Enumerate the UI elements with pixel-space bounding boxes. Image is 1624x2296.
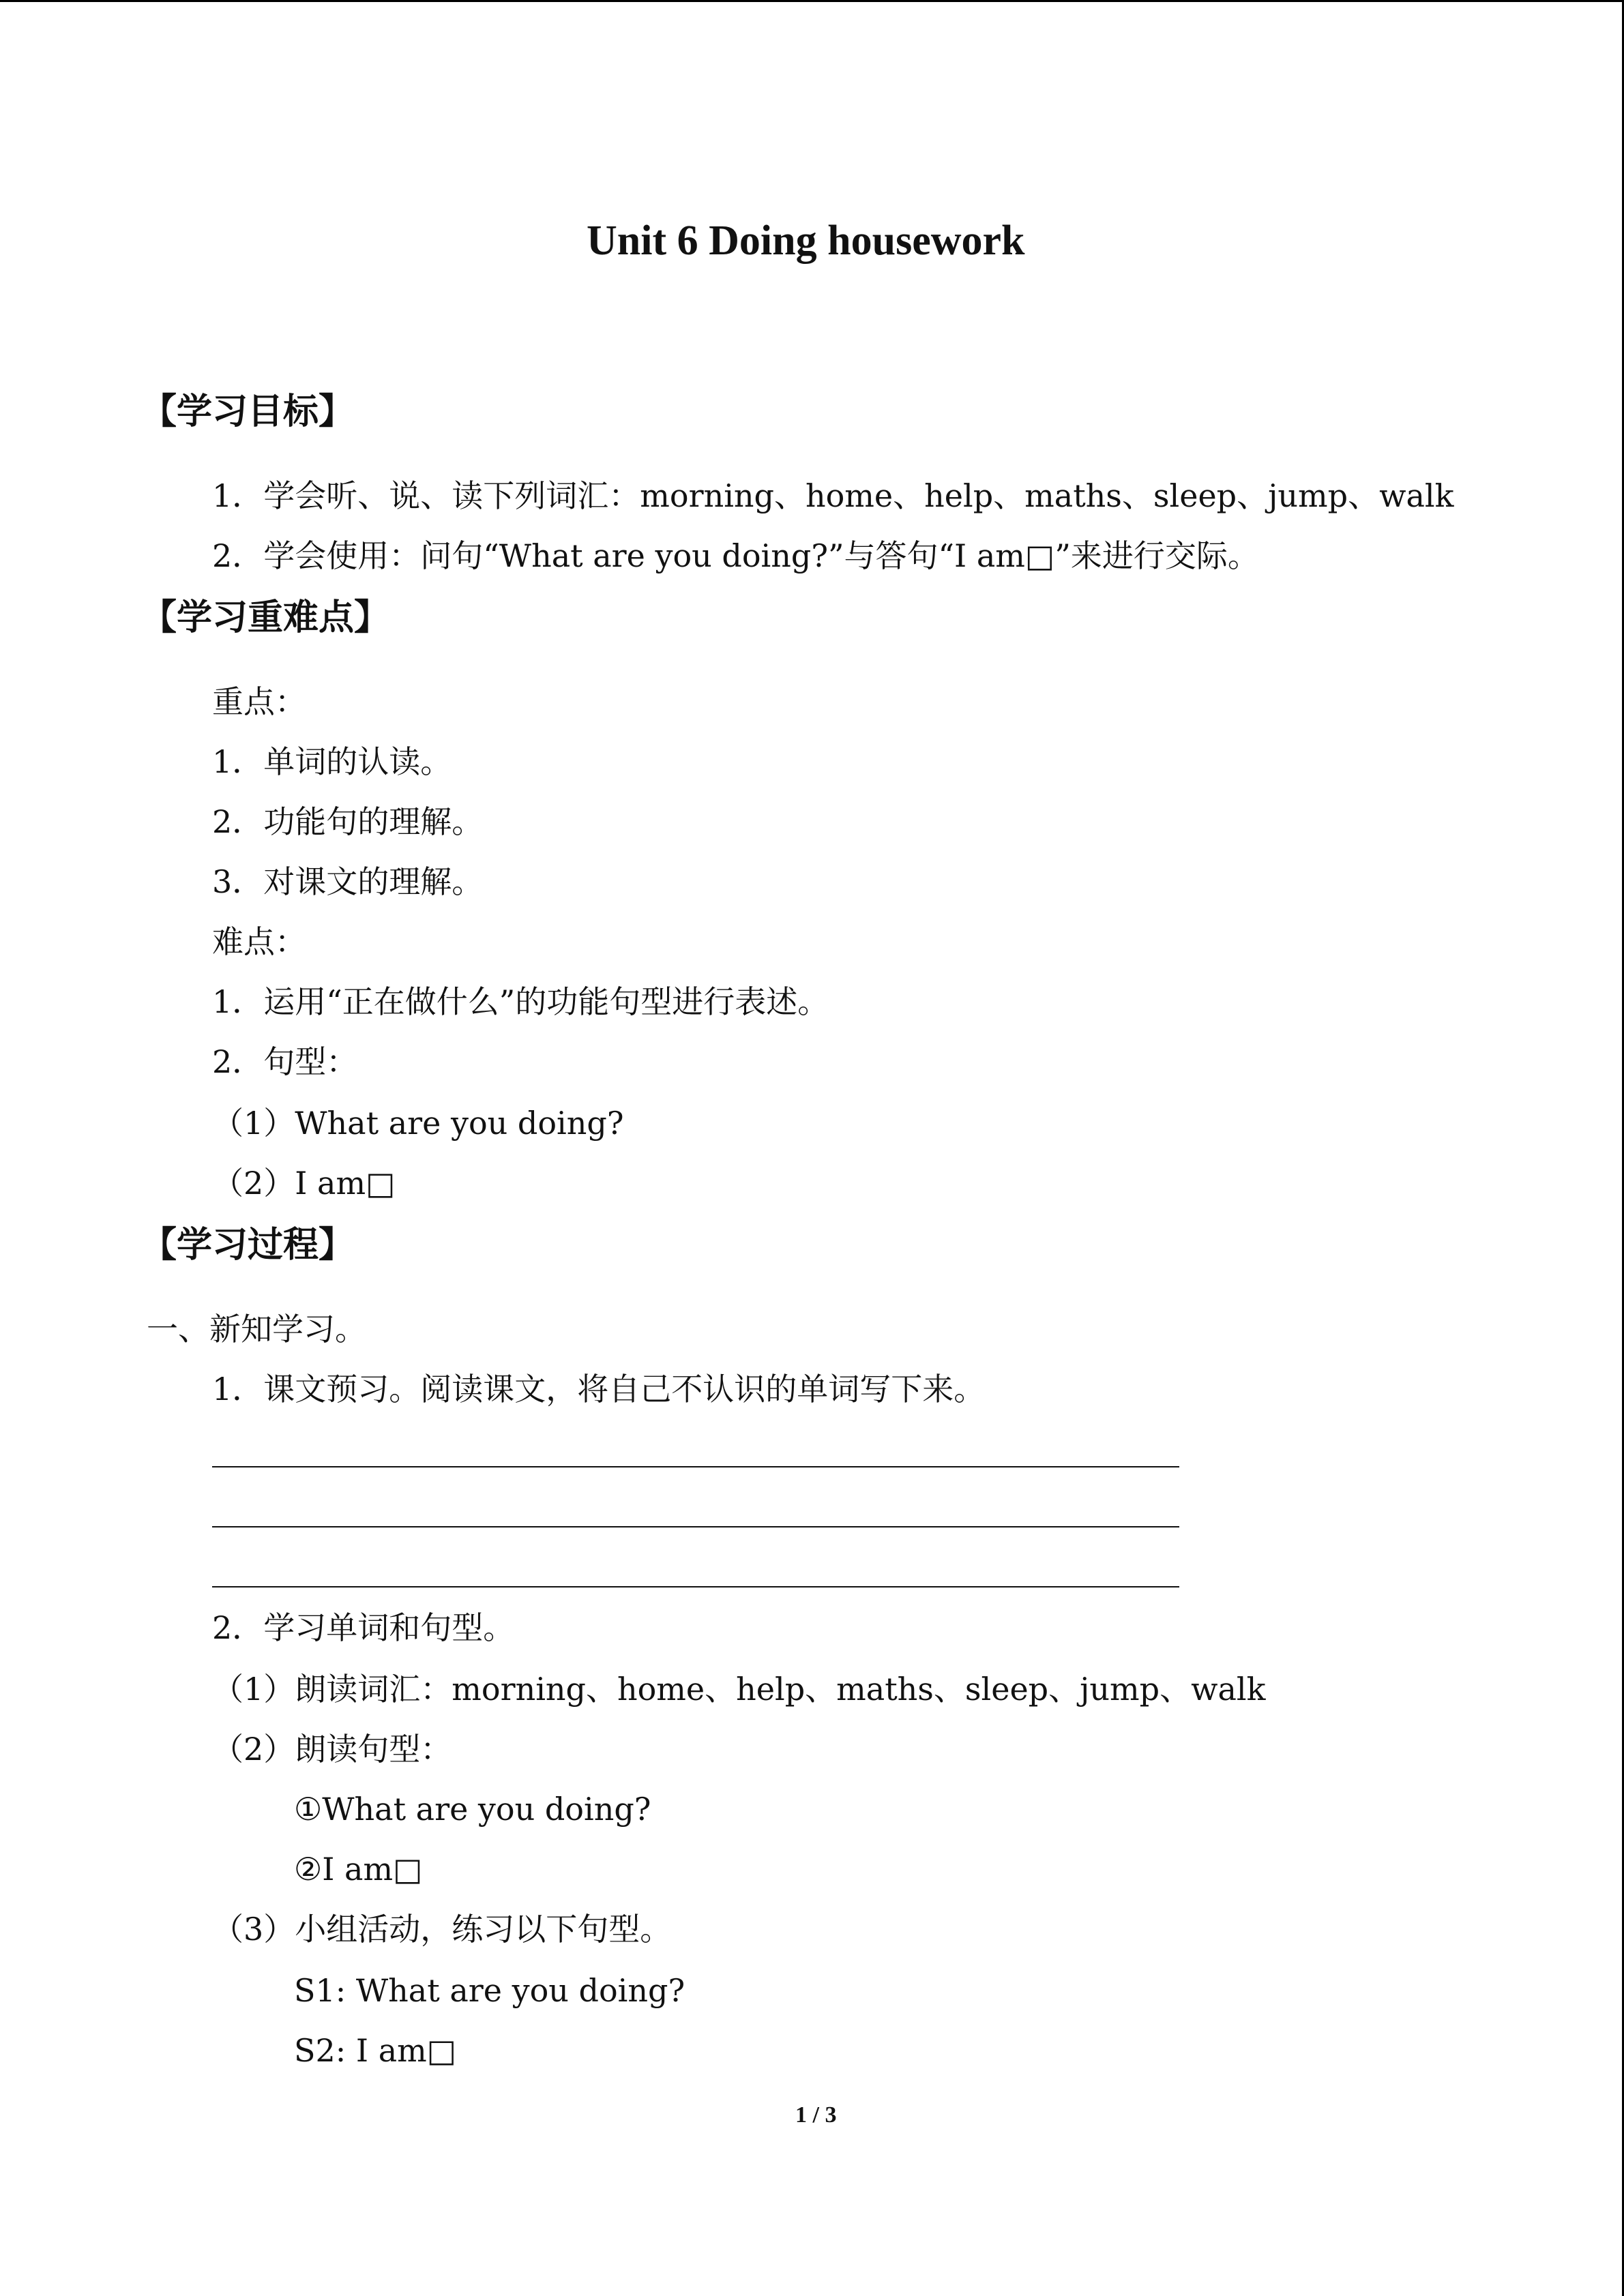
process-heading: 【学习过程】: [141, 1225, 355, 1266]
page-top-border: [0, 0, 1624, 2]
difficult-item: （1）What are you doing?: [212, 1105, 624, 1142]
difficult-label: 难点：: [212, 923, 306, 960]
key-item: 1．单词的认读。: [212, 743, 452, 780]
step-two: 2．学习单词和句型。: [212, 1609, 515, 1646]
sub-item-vocabulary: （1）朗读词汇：morning、home、help、maths、sleep、jump、walk: [212, 1671, 1266, 1708]
part-one-label: 一、新知学习。: [147, 1311, 366, 1347]
sentence-answer: ②I am□: [294, 1851, 423, 1888]
answer-line[interactable]: [212, 1526, 1179, 1527]
key-item: 2．功能句的理解。: [212, 803, 484, 840]
key-points-heading: 【学习重难点】: [141, 597, 390, 638]
key-label: 重点：: [212, 683, 306, 720]
answer-line[interactable]: [212, 1586, 1179, 1587]
document-title: Unit 6 Doing housework: [587, 218, 1025, 264]
answer-line[interactable]: [212, 1466, 1179, 1467]
step-one: 1．课文预习。阅读课文，将自己不认识的单词写下来。: [212, 1371, 986, 1407]
objective-item: 2．学会使用：问句“What are you doing?”与答句“I am□”来进行交际。: [212, 537, 1259, 574]
difficult-item: 1．运用“正在做什么”的功能句型进行表述。: [212, 983, 829, 1020]
dialogue-s1: S1: What are you doing?: [294, 1972, 685, 2009]
difficult-item: （2）I am□: [212, 1165, 396, 1202]
sub-item-sentences: （2）朗读句型：: [212, 1731, 452, 1768]
objective-item: 1．学会听、说、读下列词汇：morning、home、help、maths、sleep、jump、walk: [212, 477, 1454, 514]
objectives-heading: 【学习目标】: [141, 391, 355, 432]
key-item: 3．对课文的理解。: [212, 863, 484, 900]
page-number: 1 / 3: [795, 2102, 837, 2128]
dialogue-s2: S2: I am□: [294, 2032, 457, 2069]
difficult-item: 2．句型：: [212, 1043, 358, 1080]
sentence-question: ①What are you doing?: [294, 1791, 651, 1828]
sub-item-group-activity: （3）小组活动，练习以下句型。: [212, 1911, 672, 1948]
